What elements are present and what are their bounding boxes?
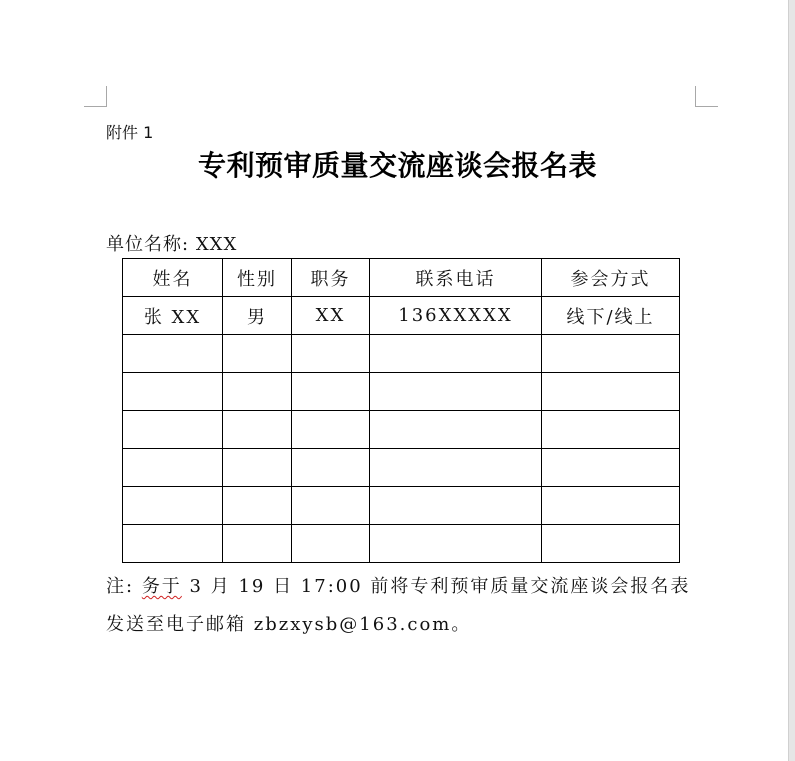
cell-phone (370, 411, 542, 449)
cell-position (292, 373, 370, 411)
cell-attendance-mode (542, 373, 680, 411)
cell-gender (223, 449, 292, 487)
cell-gender (223, 487, 292, 525)
unit-name-label: 单位名称: (106, 234, 190, 255)
table-row (123, 411, 680, 449)
table-row (123, 297, 680, 335)
cell-gender (223, 373, 292, 411)
table-row (123, 373, 680, 411)
header-name: 姓名 (123, 259, 223, 297)
cell-name (123, 487, 223, 525)
cell-position (292, 411, 370, 449)
cell-attendance-mode (542, 411, 680, 449)
cell-gender (223, 525, 292, 563)
window-edge (788, 0, 795, 761)
cell-position: XX (292, 297, 370, 335)
cell-phone (370, 449, 542, 487)
header-attendance-mode: 参会方式 (542, 259, 680, 297)
cell-phone (370, 487, 542, 525)
note-line-1 (106, 572, 690, 598)
table-header-row (123, 259, 680, 297)
document-title: 专利预审质量交流座谈会报名表 (197, 149, 597, 182)
note-line-2: 发送至电子邮箱 zbzxysb@163.com。 (106, 614, 472, 635)
cell-position (292, 449, 370, 487)
table-row (123, 449, 680, 487)
header-gender: 性别 (223, 259, 292, 297)
cell-phone (370, 335, 542, 373)
attachment-label: 附件 1 (106, 123, 154, 142)
margin-corner-mark-left (84, 86, 107, 107)
cell-name (123, 373, 223, 411)
header-position: 职务 (292, 259, 370, 297)
cell-position (292, 525, 370, 563)
cell-name (123, 525, 223, 563)
header-phone: 联系电话 (370, 259, 542, 297)
cell-gender (223, 335, 292, 373)
cell-phone: 136XXXXX (370, 297, 542, 335)
cell-name: 张 XX (123, 297, 223, 335)
table-row (123, 335, 680, 373)
cell-attendance-mode (542, 335, 680, 373)
unit-name-value: XXX (195, 234, 238, 255)
cell-position (292, 335, 370, 373)
cell-phone (370, 525, 542, 563)
cell-attendance-mode (542, 449, 680, 487)
note-prefix: 注: (106, 576, 135, 597)
cell-attendance-mode: 线下/线上 (542, 297, 680, 335)
cell-position (292, 487, 370, 525)
registration-table (122, 258, 680, 563)
table-row (123, 487, 680, 525)
cell-name (123, 335, 223, 373)
cell-name (123, 411, 223, 449)
cell-phone (370, 373, 542, 411)
cell-gender: 男 (223, 297, 292, 335)
table-row (123, 525, 680, 563)
cell-gender (223, 411, 292, 449)
unit-name-line (106, 230, 237, 256)
note-deadline-text: 3 月 19 日 17:00 前将专利预审质量交流座谈会报名表 (189, 576, 691, 597)
cell-attendance-mode (542, 487, 680, 525)
spellcheck-flagged-word: 务于 (141, 576, 182, 597)
cell-attendance-mode (542, 525, 680, 563)
margin-corner-mark-right (695, 86, 718, 107)
cell-name (123, 449, 223, 487)
